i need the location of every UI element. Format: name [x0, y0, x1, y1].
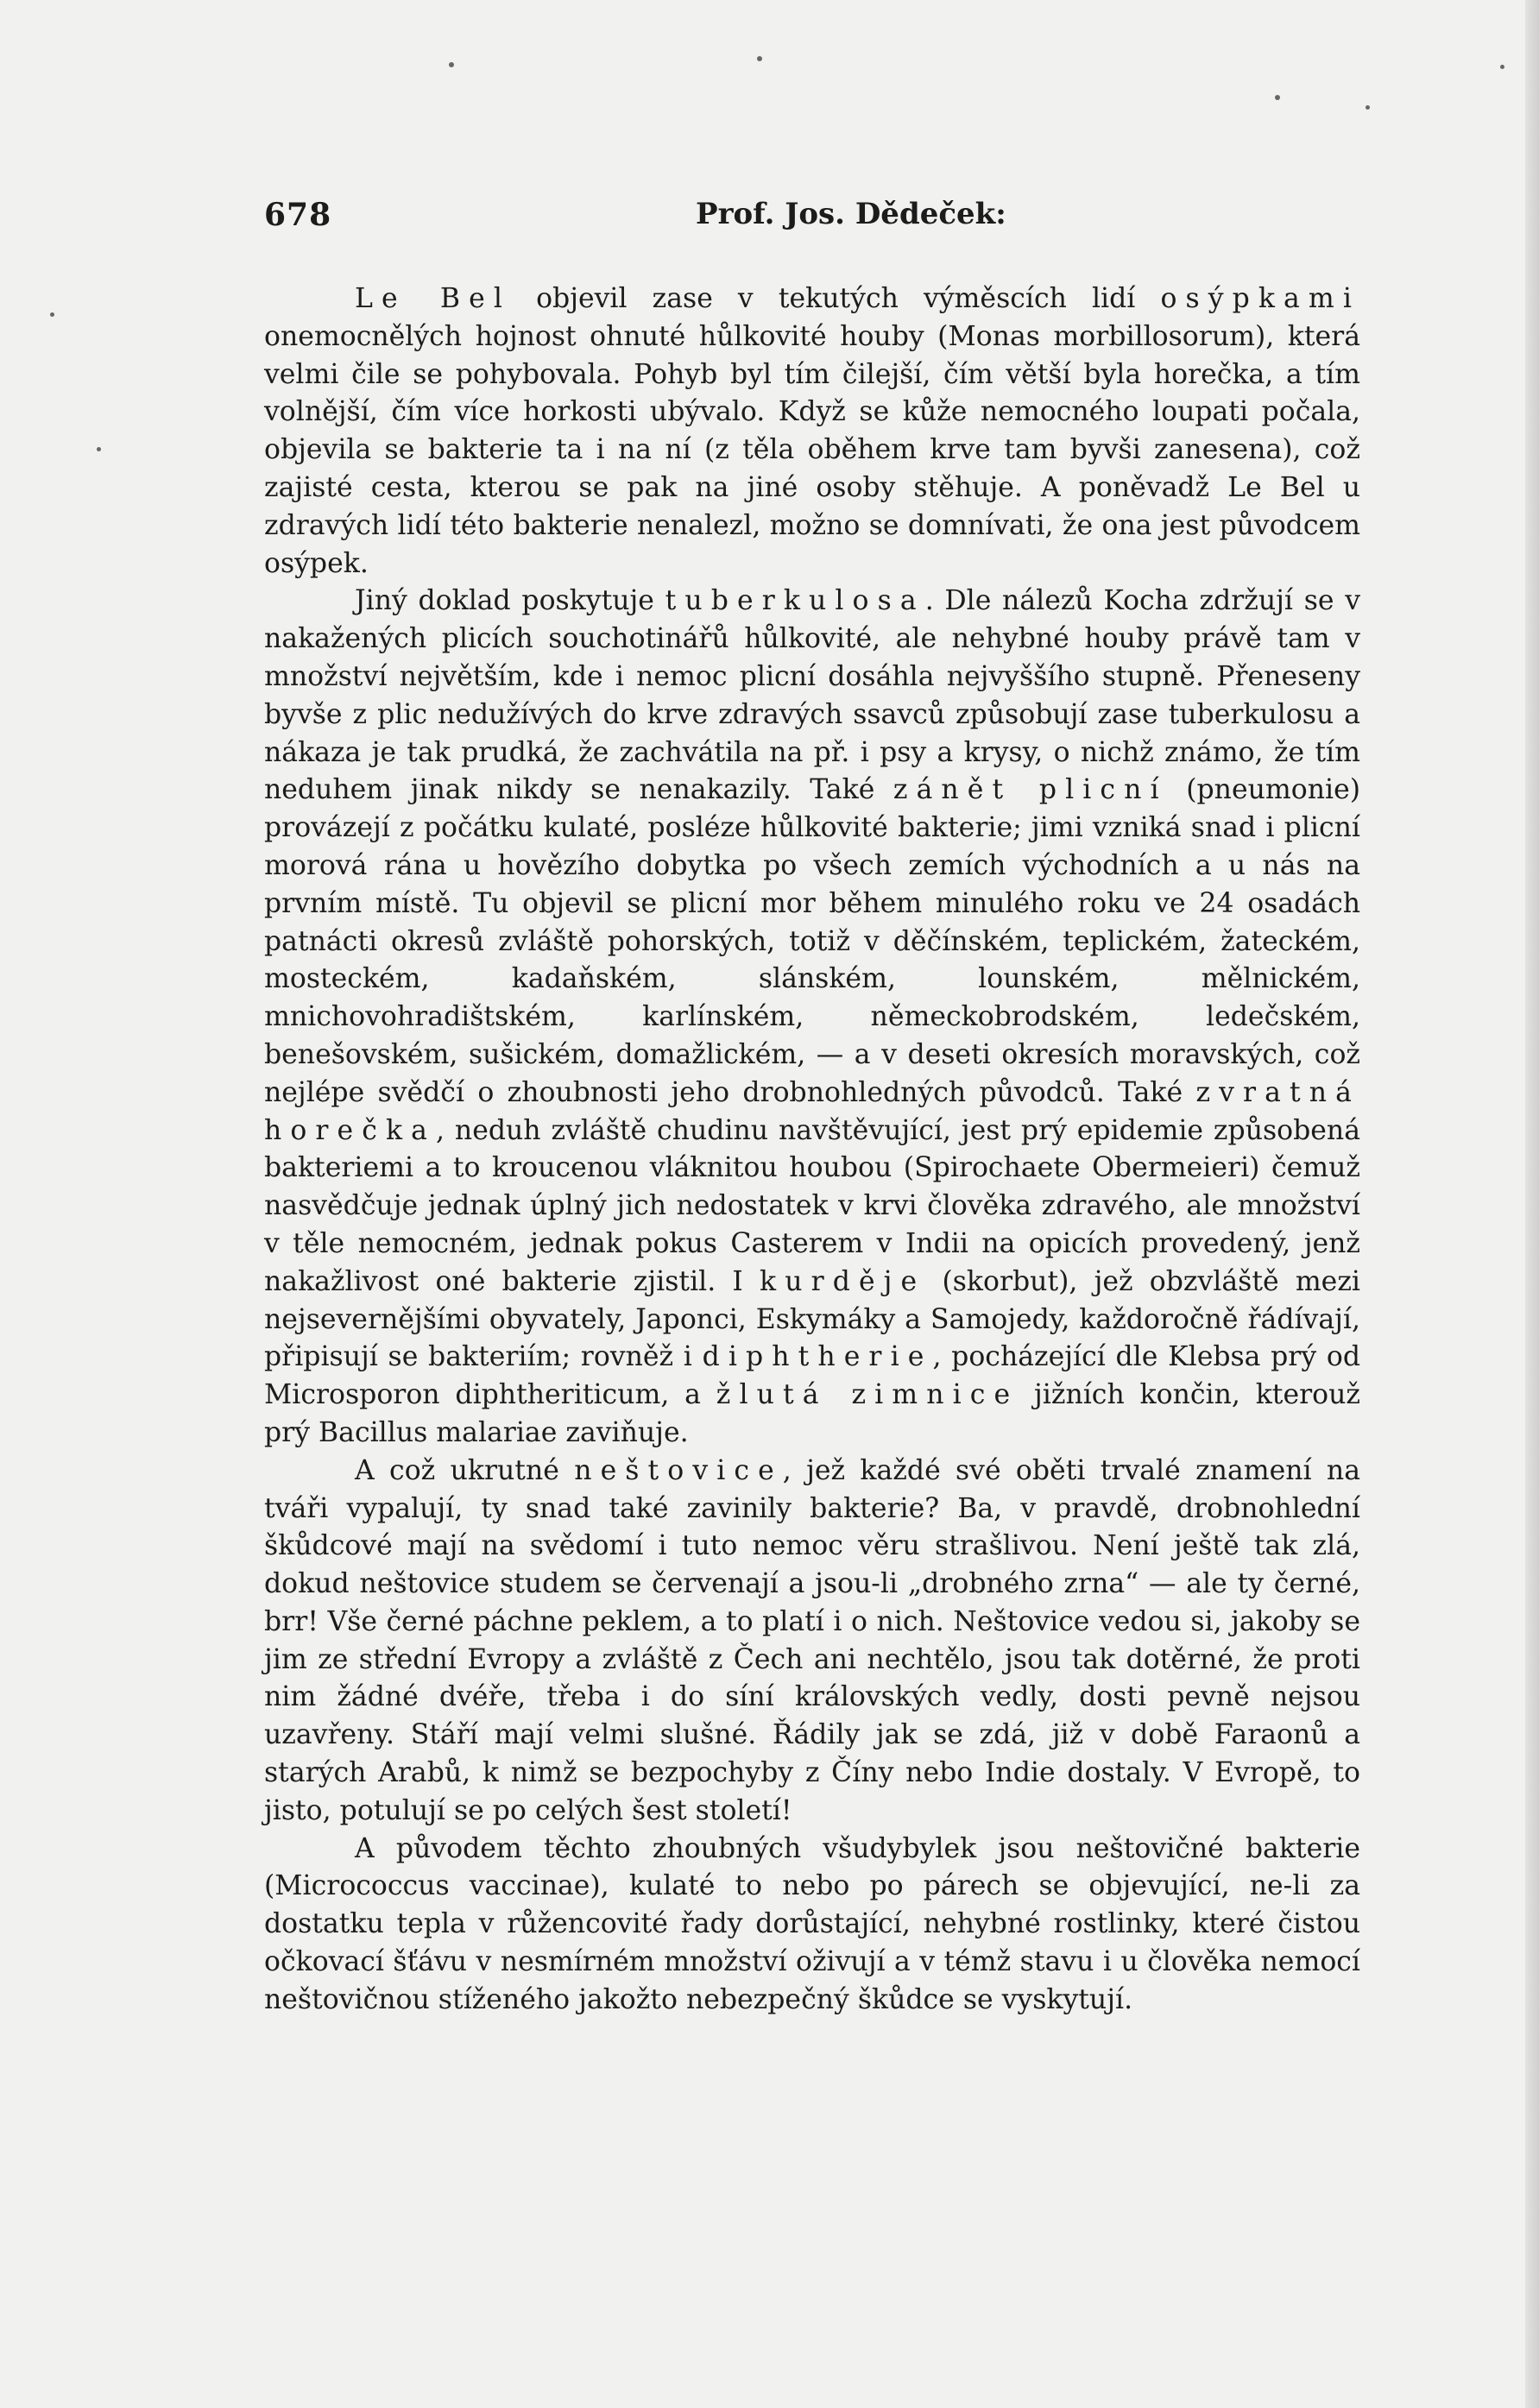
spaced-emphasis: tuberkulosa [665, 585, 925, 617]
spaced-emphasis: zánět plicní [892, 774, 1168, 806]
paragraph [264, 583, 1360, 1452]
scan-speck [449, 62, 454, 67]
text-run: objevil zase v tekutých výměscích lidí [511, 283, 1161, 314]
spaced-emphasis: zvratná horečka [264, 1076, 1360, 1146]
spaced-emphasis: žlutá zimnice [716, 1379, 1019, 1411]
spaced-emphasis: osýpkami [1160, 283, 1360, 314]
text-run: . Dle nálezů Kocha zdržují se v nakažených plicích souchotinářů hůlkovité, ale nehybné houby právě tam v množství největším, kde i nemoc plicní dosáhla nejvyššího stupně. Přeneseny byvše z plic nedužívých do krve zdravých ssavců způsobují zase tuberkulosu a nákaza je tak prudká, že zachvátila na př. i psy a krysy, o nichž známo, že tím neduhem jinak nikdy se nenakazily. Také [264, 585, 1360, 806]
text-run: jižních končin, kterouž prý Bacillus malariae zaviňuje. [264, 1379, 1361, 1448]
paragraph [264, 1453, 1360, 1831]
page-header [264, 197, 1352, 249]
text-run: , neduh zvláště chudinu navštěvující, jest prý epidemie způsobená bakteriemi a to kroucenou vláknitou houbou (Spirochaete Obermeieri) čemuž nasvědčuje jednak úplný jich nedostatek v krvi člověka zdravého, ale množství v těle nemocném, jednak pokus Casterem v Indii na opicích provedený, jenž nakažlivost oné bakterie zjistil. I [264, 1114, 1360, 1297]
page-edge-shadow [1525, 0, 1539, 2408]
text-run: A původem těchto zhoubných všudybylek jsou neštovičné bakterie (Micrococcus vaccinae), kulaté to nebo po párech se objevující, ne-li za dostatku tepla v růžencovité řady dorůstající, nehybné rostlinky, které čistou očkovací šťávu v nesmírném množství oživují a v témž stavu i u člověka nemocí neštovičnou stíženého jakožto nebezpečný škůdce se vyskytují. [264, 1832, 1360, 2015]
spaced-emphasis: neštovice [574, 1454, 783, 1486]
text-run: , jež každé své oběti trvalé znamení na tváři vypalují, ty snad také zavinily bakterie? Ba, v pravdě, drobnohlední škůdcové mají na svědomí i tuto nemoc věru strašlivou. Není ještě tak zlá, dokud neštovice studem se červenají a jsou-li „drobného zrna“ — ale ty černé, brr! Vše černé páchne peklem, a to platí i o nich. Neštovice vedou si, jakoby se jim ze střední Evropy a zvláště z Čech ani nechtělo, jsou tak dotěrné, že proti nim žádné dvéře, třeba i do síní královských vedly, dosti pevně nejsou uzavřeny. Stáří mají velmi slušné. Řádily jak se zdá, již v době Faraonů a starých Arabů, k nimž se bezpochyby z Číny nebo Indie dostaly. V Evropě, to jisto, potulují se po celých šest století! [264, 1454, 1360, 1826]
article-body [264, 281, 1360, 2020]
scan-speck [1366, 105, 1370, 110]
text-run: , pocházející dle Klebsa prý od Microsporon diphtheriticum, a [264, 1341, 1360, 1411]
scan-speck [1275, 95, 1280, 100]
spaced-emphasis: Le Bel [355, 283, 511, 314]
paragraph [264, 1831, 1360, 2020]
text-run: Jiný doklad poskytuje [355, 585, 665, 617]
scan-speck [50, 312, 54, 317]
spaced-emphasis: diphtherie [702, 1341, 933, 1373]
scan-speck [97, 447, 101, 451]
scan-speck [757, 56, 762, 61]
paragraph [264, 281, 1360, 583]
text-run: A což ukrutné [355, 1454, 575, 1486]
text-run: (skorbut), jež obzvláště mezi nejsevernějšími obyvately, Japonci, Eskymáky a Samojedy, každoročně řádívají, připisují se bakteriím; rovněž i [264, 1265, 1360, 1373]
text-run: (pneumonie) provázejí z počátku kulaté, posléze hůlkovité bakterie; jimi vzniká snad i plicní morová rána u hovězího dobytka po všech zemích východních a u nás na prvním místě. Tu objevil se plicní mor během minulého roku ve 24 osadách patnácti okresů zvláště pohorských, totiž v děčínském, teplickém, žateckém, mosteckém, kadaňském, slánském, lounském, mělnickém, mnichovohradištském, karlínském, německobrodském, ledečském, benešovském, sušickém, domažlickém, — a v deseti okresích moravských, což nejlépe svědčí o zhoubnosti jeho drobnohledných původců. Také [264, 774, 1360, 1108]
spaced-emphasis: kurděje [760, 1265, 926, 1297]
scan-speck [1500, 65, 1504, 69]
text-run: onemocnělých hojnost ohnuté hůlkovité houby (Monas morbillosorum), která velmi čile se pohybovala. Pohyb byl tím čilejší, čím větší byla horečka, a tím volnější, čím více horkosti ubývalo. Když se kůže nemocného loupati počala, objevila se bakterie ta i na ní (z těla oběhem krve tam byvši zanesena), což zajisté cesta, kterou se pak na jiné osoby stěhuje. A poněvadž Le Bel u zdravých lidí této bakterie nenalezl, možno se domnívati, že ona jest původcem osýpek. [264, 320, 1360, 579]
running-head: Prof. Jos. Dědeček: [696, 197, 1006, 231]
page-number: 678 [264, 197, 332, 233]
